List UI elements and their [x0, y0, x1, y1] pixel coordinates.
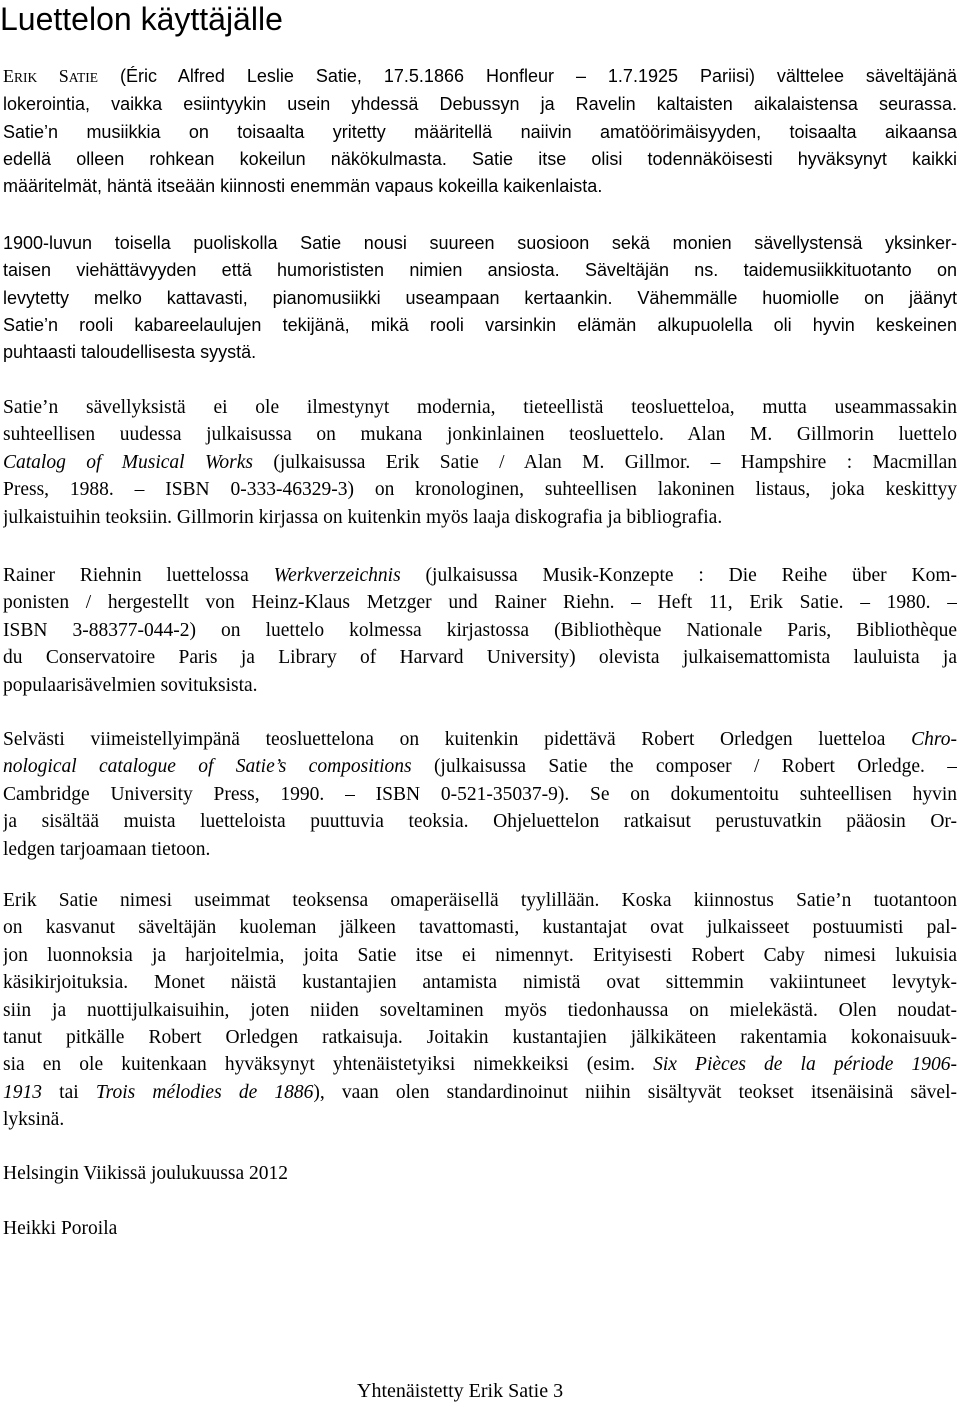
gillmor-catalog-title: Catalog of Musical Works: [3, 451, 253, 473]
naming-line-5: siin ja nuottijulkaisuihin, joten niiden soveltaminen myös tiedonhaussa on mielekästä. Olen noudat-: [3, 999, 957, 1021]
naming-line-8-rest: ), vaan olen standardinoinut niihin sisältyvät teokset itsenäisinä sävel-: [313, 1081, 957, 1103]
gillmor-line-5: julkaistuihin teoksiin. Gillmorin kirjassa on kuitenkin myös laaja diskografia ja bibliografia.: [3, 506, 723, 528]
orledge-line-4: ja sisältää muista luetteloista puuttuvia teoksia. Ohjeluettelon ratkaisut perustuvatkin pääosin Or-: [3, 811, 957, 833]
name-smallcaps-atie: ATIE: [68, 70, 98, 85]
reception-line-3: levytetty melko kattavasti, pianomusiikki useampaan kertaankin. Vähemmälle huomiolle on jäänyt: [3, 287, 957, 308]
orledge-line-1: [3, 726, 957, 753]
intro-line-4: edellä olleen rohkean kokeilun näkökulmasta. Satie itse olisi todennäköisesti hyväksynyt kaikki: [3, 148, 957, 169]
work-title-trois-melodies: Trois mélodies de 1886: [95, 1081, 314, 1103]
naming-line-9: lyksinä.: [3, 1109, 65, 1131]
naming-line-6: tanut pitkälle Robert Orledgen ratkaisuja. Joitakin kustantajien jälkikäteen rakentamia kokonaisuuk-: [3, 1027, 957, 1049]
orledge-title-part-1: Chro-: [911, 729, 957, 750]
gillmor-line-2: suhteellisen uudessa julkaisussa on mukana jonkinlainen teosluettelo. Alan M. Gillmorin luettelo: [3, 424, 957, 446]
riehn-line-5: populaarisävelmien sovituksista.: [3, 674, 258, 696]
page-footer: Yhtenäistetty Erik Satie 3: [357, 1380, 564, 1402]
riehn-catalog-title: Werkverzeichnis: [273, 565, 401, 586]
riehn-line-1-pre: Rainer Riehnin luettelossa: [3, 565, 274, 586]
intro-line-2: lokerointia, vaikka esiintyykin usein yhdessä Debussyn ja Ravelin kaltaisten aikalaistensa seurassa.: [3, 94, 957, 115]
reception-line-4: Satie’n rooli kabareelaulujen tekijänä, mikä rooli varsinkin elämän alkupuolella oli hyvin keskeinen: [3, 314, 957, 335]
intro-line-1: [3, 63, 957, 91]
name-initial-e: E: [3, 66, 14, 86]
naming-line-3: jon luonnoksia ja harjoitelmia, joita Satie itse ei nimennyt. Erityisesti Robert Caby nimesi lukuisia: [3, 944, 957, 966]
naming-line-2: on kasvanut säveltäjän kuoleman jälkeen tavattomasti, kustantajat ovat julkaisseet postuumisti pal-: [3, 917, 957, 939]
orledge-title-part-2: nological catalogue of Satie’s compositions: [3, 756, 412, 778]
orledge-line-5: ledgen tarjoamaan tietoon.: [3, 838, 211, 860]
reception-line-5: puhtaasti taloudellisesta syystä.: [3, 342, 257, 363]
reception-line-1: 1900-luvun toisella puoliskolla Satie nousi suureen suosioon sekä monien sävellystensä yksinker-: [3, 233, 957, 253]
reception-line-2: taisen viehättävyyden että humorististen nimien ansiosta. Säveltäjän ns. taidemusiikkituotanto on: [3, 260, 957, 281]
gillmor-line-3: [3, 449, 957, 476]
work-title-six-pieces-end: 1913: [3, 1081, 42, 1103]
naming-line-8-mid: tai: [42, 1081, 96, 1103]
paragraph-reception: [3, 230, 957, 366]
name-initial-s: S: [58, 66, 69, 86]
orledge-line-1-pre: Selvästi viimeistellyimpänä teosluettelona on kuitenkin pidettävä Robert Orledgen luetteloa: [3, 729, 912, 750]
intro-line-1-text: (Éric Alfred Leslie Satie, 17.5.1866 Honfleur – 1.7.1925 Pariisi) välttelee säveltäjänä: [119, 66, 957, 86]
paragraph-naming: [3, 887, 957, 1134]
riehn-line-1-rest: (julkaisussa Musik-Konzepte : Die Reihe über Kom-: [400, 565, 957, 586]
paragraph-orledge: [3, 726, 957, 863]
work-title-six-pieces: Six Pièces de la période 1906-: [653, 1054, 957, 1076]
gillmor-line-3-text: (julkaisussa Erik Satie / Alan M. Gillmor. – Hampshire : Macmillan: [253, 451, 957, 473]
paragraph-gillmor: [3, 394, 957, 531]
composer-name: [3, 66, 98, 86]
intro-line-3: Satie’n musiikkia on toisaalta yritetty määritellä naiivin amatöörimäisyyden, toisaalta aikaansa: [3, 121, 957, 142]
name-smallcaps-rik: RIK: [14, 70, 38, 85]
naming-line-4: käsikirjoituksia. Monet näistä kustantajien antamista nimistä ovat sittemmin vakiintuneet levytyk-: [3, 972, 957, 994]
gillmor-line-4: Press, 1988. – ISBN 0-333-46329-3) on kronologinen, suhteellisen lakoninen listaus, joka keskittyy: [3, 479, 957, 501]
naming-line-1: Erik Satie nimesi useimmat teoksensa omaperäisellä tyylillään. Koska kiinnostus Satie’n tuotantoon: [3, 890, 957, 911]
naming-line-7: [3, 1051, 957, 1078]
riehn-line-4: du Conservatoire Paris ja Library of Harvard University) olevista julkaisemattomista lauluista ja: [3, 647, 957, 669]
author-name: Heikki Poroila: [3, 1218, 118, 1239]
paragraph-riehn: [3, 562, 957, 699]
riehn-line-3: ISBN 3-88377-044-2) on luettelo kolmessa kirjastossa (Bibliothèque Nationale Paris, Bibliothèque: [3, 619, 957, 641]
gillmor-line-1: Satie’n sävellyksistä ei ole ilmestynyt modernia, tieteellistä teosluetteloa, mutta useammassakin: [3, 397, 957, 418]
orledge-line-2: [3, 753, 957, 780]
intro-line-5: määritelmät, häntä itseään kiinnosti enemmän vapaus kokeilla kaikenlaista.: [3, 176, 603, 197]
riehn-line-1: [3, 562, 957, 589]
riehn-line-2: ponisten / hergestellt von Heinz-Klaus Metzger und Rainer Riehn. – Heft 11, Erik Satie. – 1980. –: [3, 592, 957, 614]
naming-line-8: [3, 1079, 957, 1106]
orledge-line-3: Cambridge University Press, 1990. – ISBN 0-521-35037-9). Se on dokumentoitu suhteellisen hyvin: [3, 783, 957, 805]
orledge-line-2-rest: (julkaisussa Satie the composer / Robert Orledge. –: [411, 756, 957, 778]
intro-paragraph: [3, 63, 957, 200]
page-title: Luettelon käyttäjälle: [0, 1, 283, 37]
naming-line-7-pre: sia en ole kuitenkaan hyväksynyt yhtenäistetyiksi nimekkeiksi (esim.: [3, 1054, 654, 1076]
place-date: Helsingin Viikissä joulukuussa 2012: [3, 1163, 289, 1184]
